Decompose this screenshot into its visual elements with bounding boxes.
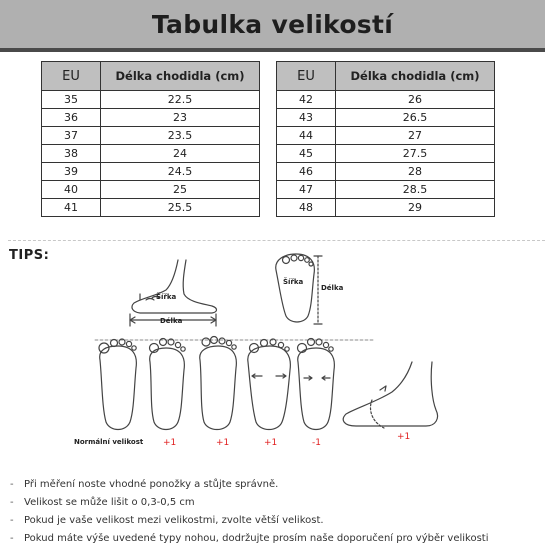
table-row: [277, 91, 495, 109]
eu-cell: 40: [42, 181, 101, 199]
eu-header: EU: [42, 62, 101, 91]
width-label: Šířka: [156, 293, 177, 301]
length-cell: 29: [336, 199, 495, 217]
length-cell: 26: [336, 91, 495, 109]
size-table-right: [276, 61, 495, 217]
tip-item: - Velikost se může lišit o 0,3-0,5 cm: [10, 497, 195, 508]
eu-cell: 44: [277, 127, 336, 145]
high-instep-foot: [343, 362, 437, 428]
tip-item: - Pokud je vaše velikost mezi velikostmi, zvolte větší velikost.: [10, 515, 324, 526]
adjust-label-3: +1: [264, 438, 278, 448]
foot-measurement-diagram: [0, 250, 545, 465]
adjust-label-5: +1: [397, 432, 411, 442]
length-cell: 26.5: [336, 109, 495, 127]
eu-cell: 43: [277, 109, 336, 127]
eu-cell: 35: [42, 91, 101, 109]
section-divider: [8, 240, 545, 241]
tips-list: [10, 476, 489, 548]
length-cell: 23.5: [101, 127, 260, 145]
normal-size-label: Normální velikost: [74, 438, 144, 446]
length-header: Délka chodidla (cm): [336, 62, 495, 91]
table-row: [42, 199, 260, 217]
eu-header: EU: [277, 62, 336, 91]
footprint-long-toe: [150, 339, 186, 430]
eu-cell: 47: [277, 181, 336, 199]
adjust-label-1: +1: [163, 438, 177, 448]
eu-cell: 46: [277, 163, 336, 181]
length-cell: 22.5: [101, 91, 260, 109]
eu-cell: 48: [277, 199, 336, 217]
length-cell: 24.5: [101, 163, 260, 181]
top-foot-icon: [276, 254, 315, 322]
length-cell: 23: [101, 109, 260, 127]
table-row: [277, 109, 495, 127]
eu-cell: 41: [42, 199, 101, 217]
page-title: Tabulka velikostí: [151, 9, 394, 39]
adjust-label-2: +1: [216, 438, 230, 448]
table-row: [277, 127, 495, 145]
table-row: [42, 145, 260, 163]
eu-cell: 42: [277, 91, 336, 109]
tips-title: TIPS:: [9, 248, 50, 263]
length-cell: 24: [101, 145, 260, 163]
table-row: [277, 181, 495, 199]
footprint-wide: [248, 339, 291, 430]
title-banner: [0, 0, 545, 52]
eu-cell: 36: [42, 109, 101, 127]
table-row: [42, 91, 260, 109]
adjust-label-4: -1: [312, 438, 321, 448]
width-label-2: Šířka: [283, 278, 304, 286]
side-foot-icon: [132, 260, 217, 313]
length-label-2: Délka: [321, 284, 344, 292]
length-cell: 27.5: [336, 145, 495, 163]
table-row: [42, 127, 260, 145]
eu-cell: 38: [42, 145, 101, 163]
table-row: [277, 163, 495, 181]
table-row: [42, 163, 260, 181]
table-row: [42, 181, 260, 199]
length-label: Délka: [160, 317, 183, 325]
table-row: [277, 199, 495, 217]
eu-cell: 37: [42, 127, 101, 145]
table-row: [42, 109, 260, 127]
eu-cell: 45: [277, 145, 336, 163]
eu-cell: 39: [42, 163, 101, 181]
length-cell: 25.5: [101, 199, 260, 217]
length-cell: 28.5: [336, 181, 495, 199]
length-header: Délka chodidla (cm): [101, 62, 260, 91]
size-table-left: [41, 61, 260, 217]
length-cell: 27: [336, 127, 495, 145]
footprint-normal: [99, 339, 136, 430]
tip-item: - Pokud máte výše uvedené typy nohou, dodržujte prosím naše doporučení pro výběr velikosti: [10, 533, 489, 544]
tip-item: - Při měření noste vhodné ponožky a stůjte správně.: [10, 479, 279, 490]
footprint-flat: [200, 337, 237, 430]
table-row: [277, 145, 495, 163]
length-cell: 25: [101, 181, 260, 199]
length-cell: 28: [336, 163, 495, 181]
footprint-narrow: [298, 339, 335, 430]
